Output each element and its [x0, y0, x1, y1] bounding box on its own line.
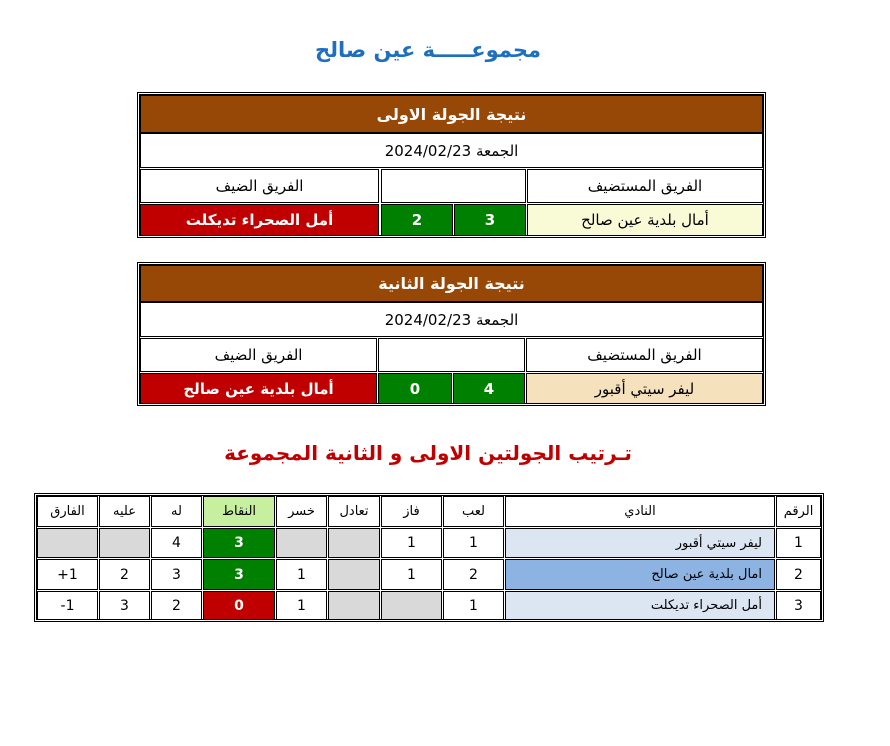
row-3-rank: 3 [776, 591, 821, 620]
row-2-won: 1 [381, 559, 442, 590]
round-2-host-score: 4 [453, 373, 525, 404]
row-2-goals-for: 3 [151, 559, 202, 590]
round-1-host-header: الفريق المستضيف [527, 169, 763, 203]
row-2-club: امال بلدية عين صالح [505, 559, 775, 590]
row-1-points: 3 [203, 528, 275, 558]
row-3-club: أمل الصحراء تديكلت [505, 591, 775, 620]
row-3-drawn [328, 591, 380, 620]
round-2-guest-team: أمال بلدية عين صالح [140, 373, 377, 404]
row-1-goals-against [99, 528, 150, 558]
row-1-club: ليفر سيتي أقبور [505, 528, 775, 558]
row-2-goal-diff: 1+ [37, 559, 98, 590]
row-2-points: 3 [203, 559, 275, 590]
header-goals-for: له [151, 496, 202, 527]
standings-title: تـرتيب الجولتين الاولى و الثانية المجموعة [224, 441, 632, 465]
row-1-goal-diff [37, 528, 98, 558]
row-2-drawn [328, 559, 380, 590]
header-rank: الرقم [776, 496, 821, 527]
header-goals-against: عليه [99, 496, 150, 527]
header-won: فاز [381, 496, 442, 527]
round-2-guest-score: 0 [378, 373, 452, 404]
header-drawn: تعادل [328, 496, 380, 527]
round-1-guest-team: أمل الصحراء تديكلت [140, 204, 379, 236]
row-2-lost: 1 [276, 559, 327, 590]
row-3-goals-against: 3 [99, 591, 150, 620]
round-1-table [137, 92, 766, 238]
row-3-played: 1 [443, 591, 504, 620]
row-3-goals-for: 2 [151, 591, 202, 620]
header-played: لعب [443, 496, 504, 527]
round-1-guest-score: 2 [381, 204, 453, 236]
row-2-goals-against: 2 [99, 559, 150, 590]
row-1-rank: 1 [776, 528, 821, 558]
round-1-score-header [381, 169, 526, 203]
row-3-won [381, 591, 442, 620]
round-2-table [137, 262, 766, 406]
row-1-goals-for: 4 [151, 528, 202, 558]
row-3-lost: 1 [276, 591, 327, 620]
row-3-points: 0 [203, 591, 275, 620]
row-2-played: 2 [443, 559, 504, 590]
round-2-date: الجمعة 2024/02/23 [140, 302, 763, 337]
row-1-won: 1 [381, 528, 442, 558]
page-title: مجموعـــــة عين صالح [315, 38, 541, 62]
round-2-host-team: ليفر سيتي أقبور [526, 373, 763, 404]
row-1-played: 1 [443, 528, 504, 558]
row-1-lost [276, 528, 327, 558]
round-2-guest-header: الفريق الضيف [140, 338, 377, 372]
round-1-date: الجمعة 2024/02/23 [140, 133, 763, 168]
header-club: النادي [505, 496, 775, 527]
round-2-title: نتيجة الجولة الثانية [140, 265, 763, 302]
round-1-guest-header: الفريق الضيف [140, 169, 379, 203]
header-goal-diff: الفارق [37, 496, 98, 527]
round-1-host-score: 3 [454, 204, 526, 236]
round-2-score-header [378, 338, 525, 372]
row-3-goal-diff: 1- [37, 591, 98, 620]
round-1-host-team: أمال بلدية عين صالح [527, 204, 763, 236]
round-2-host-header: الفريق المستضيف [526, 338, 763, 372]
row-1-drawn [328, 528, 380, 558]
header-points: النقاط [203, 496, 275, 527]
row-2-rank: 2 [776, 559, 821, 590]
standings-table [34, 493, 824, 622]
round-1-title: نتيجة الجولة الاولى [140, 95, 763, 133]
header-lost: خسر [276, 496, 327, 527]
